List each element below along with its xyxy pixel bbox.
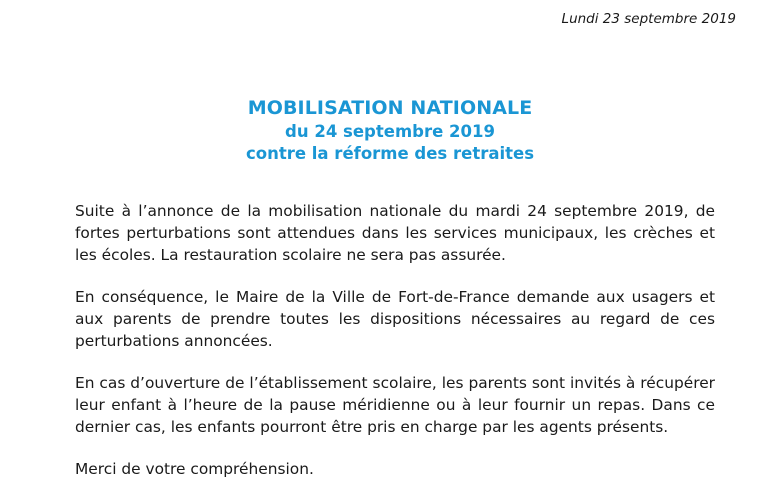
body-closing-thanks: Merci de votre compréhension. [75,460,314,478]
document-date: Lundi 23 septembre 2019 [561,11,736,27]
document-subtitle-topic: contre la réforme des retraites [245,144,535,163]
document-subtitle-date: du 24 septembre 2019 [285,122,495,141]
document-title-block [0,96,780,165]
body-paragraph-announcement: Suite à l’annonce de la mobilisation nationale du mardi 24 septembre 2019, de fortes perturbations sont attendues dans les services municipaux, les crèches et les écoles. La restauration scolaire ne sera pas assurée. [75,202,715,264]
document-body [75,200,715,480]
document-title: MOBILISATION NATIONALE [247,97,533,119]
body-paragraph-school-opening: En cas d’ouverture de l’établissement scolaire, les parents sont invités à récupérer leur enfant à l’heure de la pause méridienne ou à leur fournir un repas. Dans ce dernier cas, les enfants pourront être pris en charge par les agents présents. [75,374,715,436]
body-paragraph-mayor-request: En conséquence, le Maire de la Ville de Fort-de-France demande aux usagers et aux parents de prendre toutes les dispositions nécessaires au regard de ces perturbations annoncées. [75,288,715,350]
